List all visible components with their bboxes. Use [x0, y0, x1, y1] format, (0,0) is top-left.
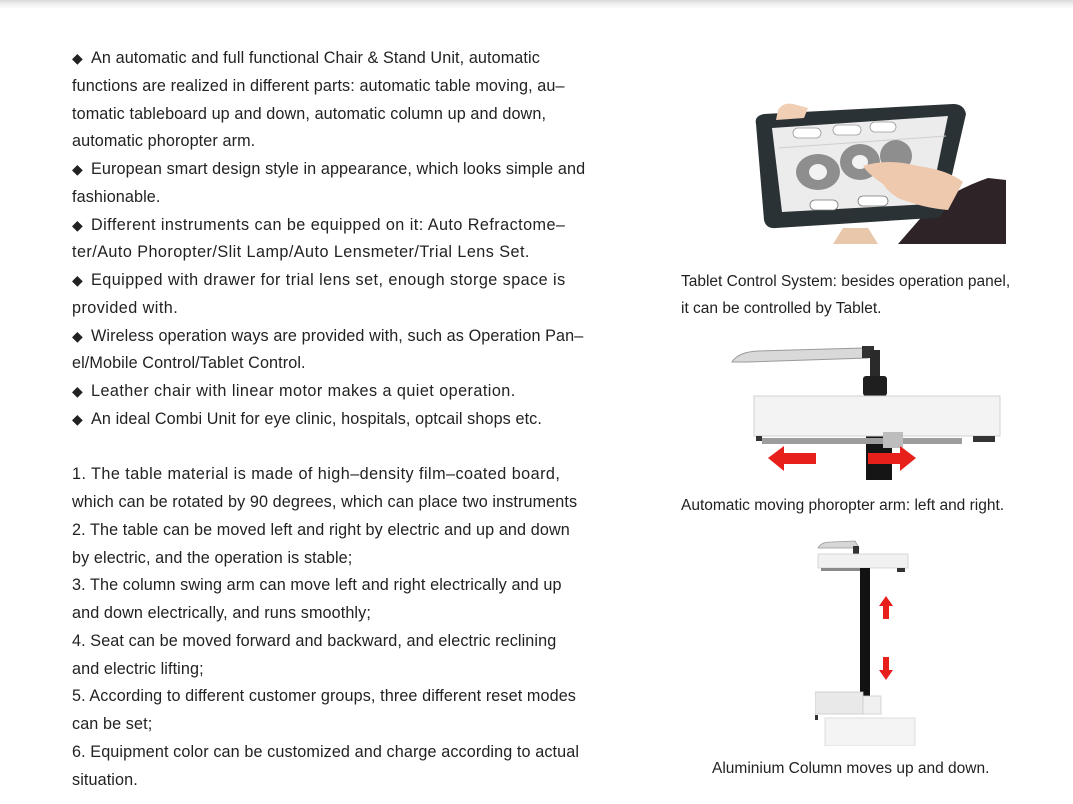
- diamond-bullet-icon: ◆: [72, 383, 84, 399]
- aluminium-column-photo: [815, 540, 917, 746]
- tablet-control-caption: Tablet Control System: besides operation panel, it can be controlled by Tablet.: [681, 273, 1011, 317]
- section-spacer: [72, 434, 628, 462]
- diamond-bullet-icon: ◆: [72, 410, 83, 427]
- diamond-bullet-icon: ◆: [72, 327, 83, 344]
- spec-item: 5. According to different customer groups, three different reset modes can be set;: [72, 687, 576, 733]
- feature-item: ◆ European smart design style in appearance, which looks simple and fashionable.: [72, 156, 628, 212]
- tablet-control-photo: [748, 100, 1006, 244]
- spec-item: 2. The table can be moved left and right by electric and up and down by electric, and the operation is stable;: [72, 520, 570, 567]
- spec-item: 6. Equipment color can be customized and charge according to actual situation.: [72, 742, 580, 789]
- diamond-bullet-icon: ◆: [72, 161, 83, 177]
- feature-item: ◆ Different instruments can be equipped on it: Auto Refractome– ter/Auto Phoropter/Slit Lamp/Auto Lensmeter/Trial Lens Set.: [72, 212, 628, 268]
- product-description: [72, 45, 628, 794]
- spec-list: [72, 461, 628, 794]
- diamond-bullet-icon: ◆: [72, 216, 84, 233]
- diamond-bullet-icon: ◆: [72, 272, 84, 288]
- spec-item: 4. Seat can be moved forward and backward, and electric reclining and electric lifting;: [72, 631, 557, 678]
- feature-item: ◆ An automatic and full functional Chair & Stand Unit, automatic functions are realized in different parts: automatic table moving, au– tomatic tableboard up and down, automatic column up and down, automatic phoropter arm.: [72, 45, 628, 156]
- phoropter-arm-caption: Automatic moving phoropter arm: left and right.: [681, 497, 1005, 514]
- feature-item: ◆ An ideal Combi Unit for eye clinic, hospitals, optcail shops etc.: [72, 406, 628, 434]
- phoropter-arm-photo: [728, 340, 1003, 480]
- feature-item: ◆ Equipped with drawer for trial lens set, enough storge space is provided with.: [72, 267, 628, 323]
- spec-item: 1. The table material is made of high–density film–coated board, which can be rotated by 90 degrees, which can place two instruments: [72, 465, 578, 511]
- feature-item: ◆ Wireless operation ways are provided with, such as Operation Pan– el/Mobile Control/Tablet Control.: [72, 323, 628, 379]
- page-top-shadow: [0, 5, 1073, 9]
- aluminium-column-caption: Aluminium Column moves up and down.: [712, 760, 990, 777]
- diamond-bullet-icon: ◆: [72, 50, 83, 66]
- feature-list: [72, 45, 628, 434]
- feature-item: ◆ Leather chair with linear motor makes a quiet operation.: [72, 378, 628, 406]
- spec-item: 3. The column swing arm can move left and right electrically and up and down electrically, and runs smoothly;: [72, 576, 562, 622]
